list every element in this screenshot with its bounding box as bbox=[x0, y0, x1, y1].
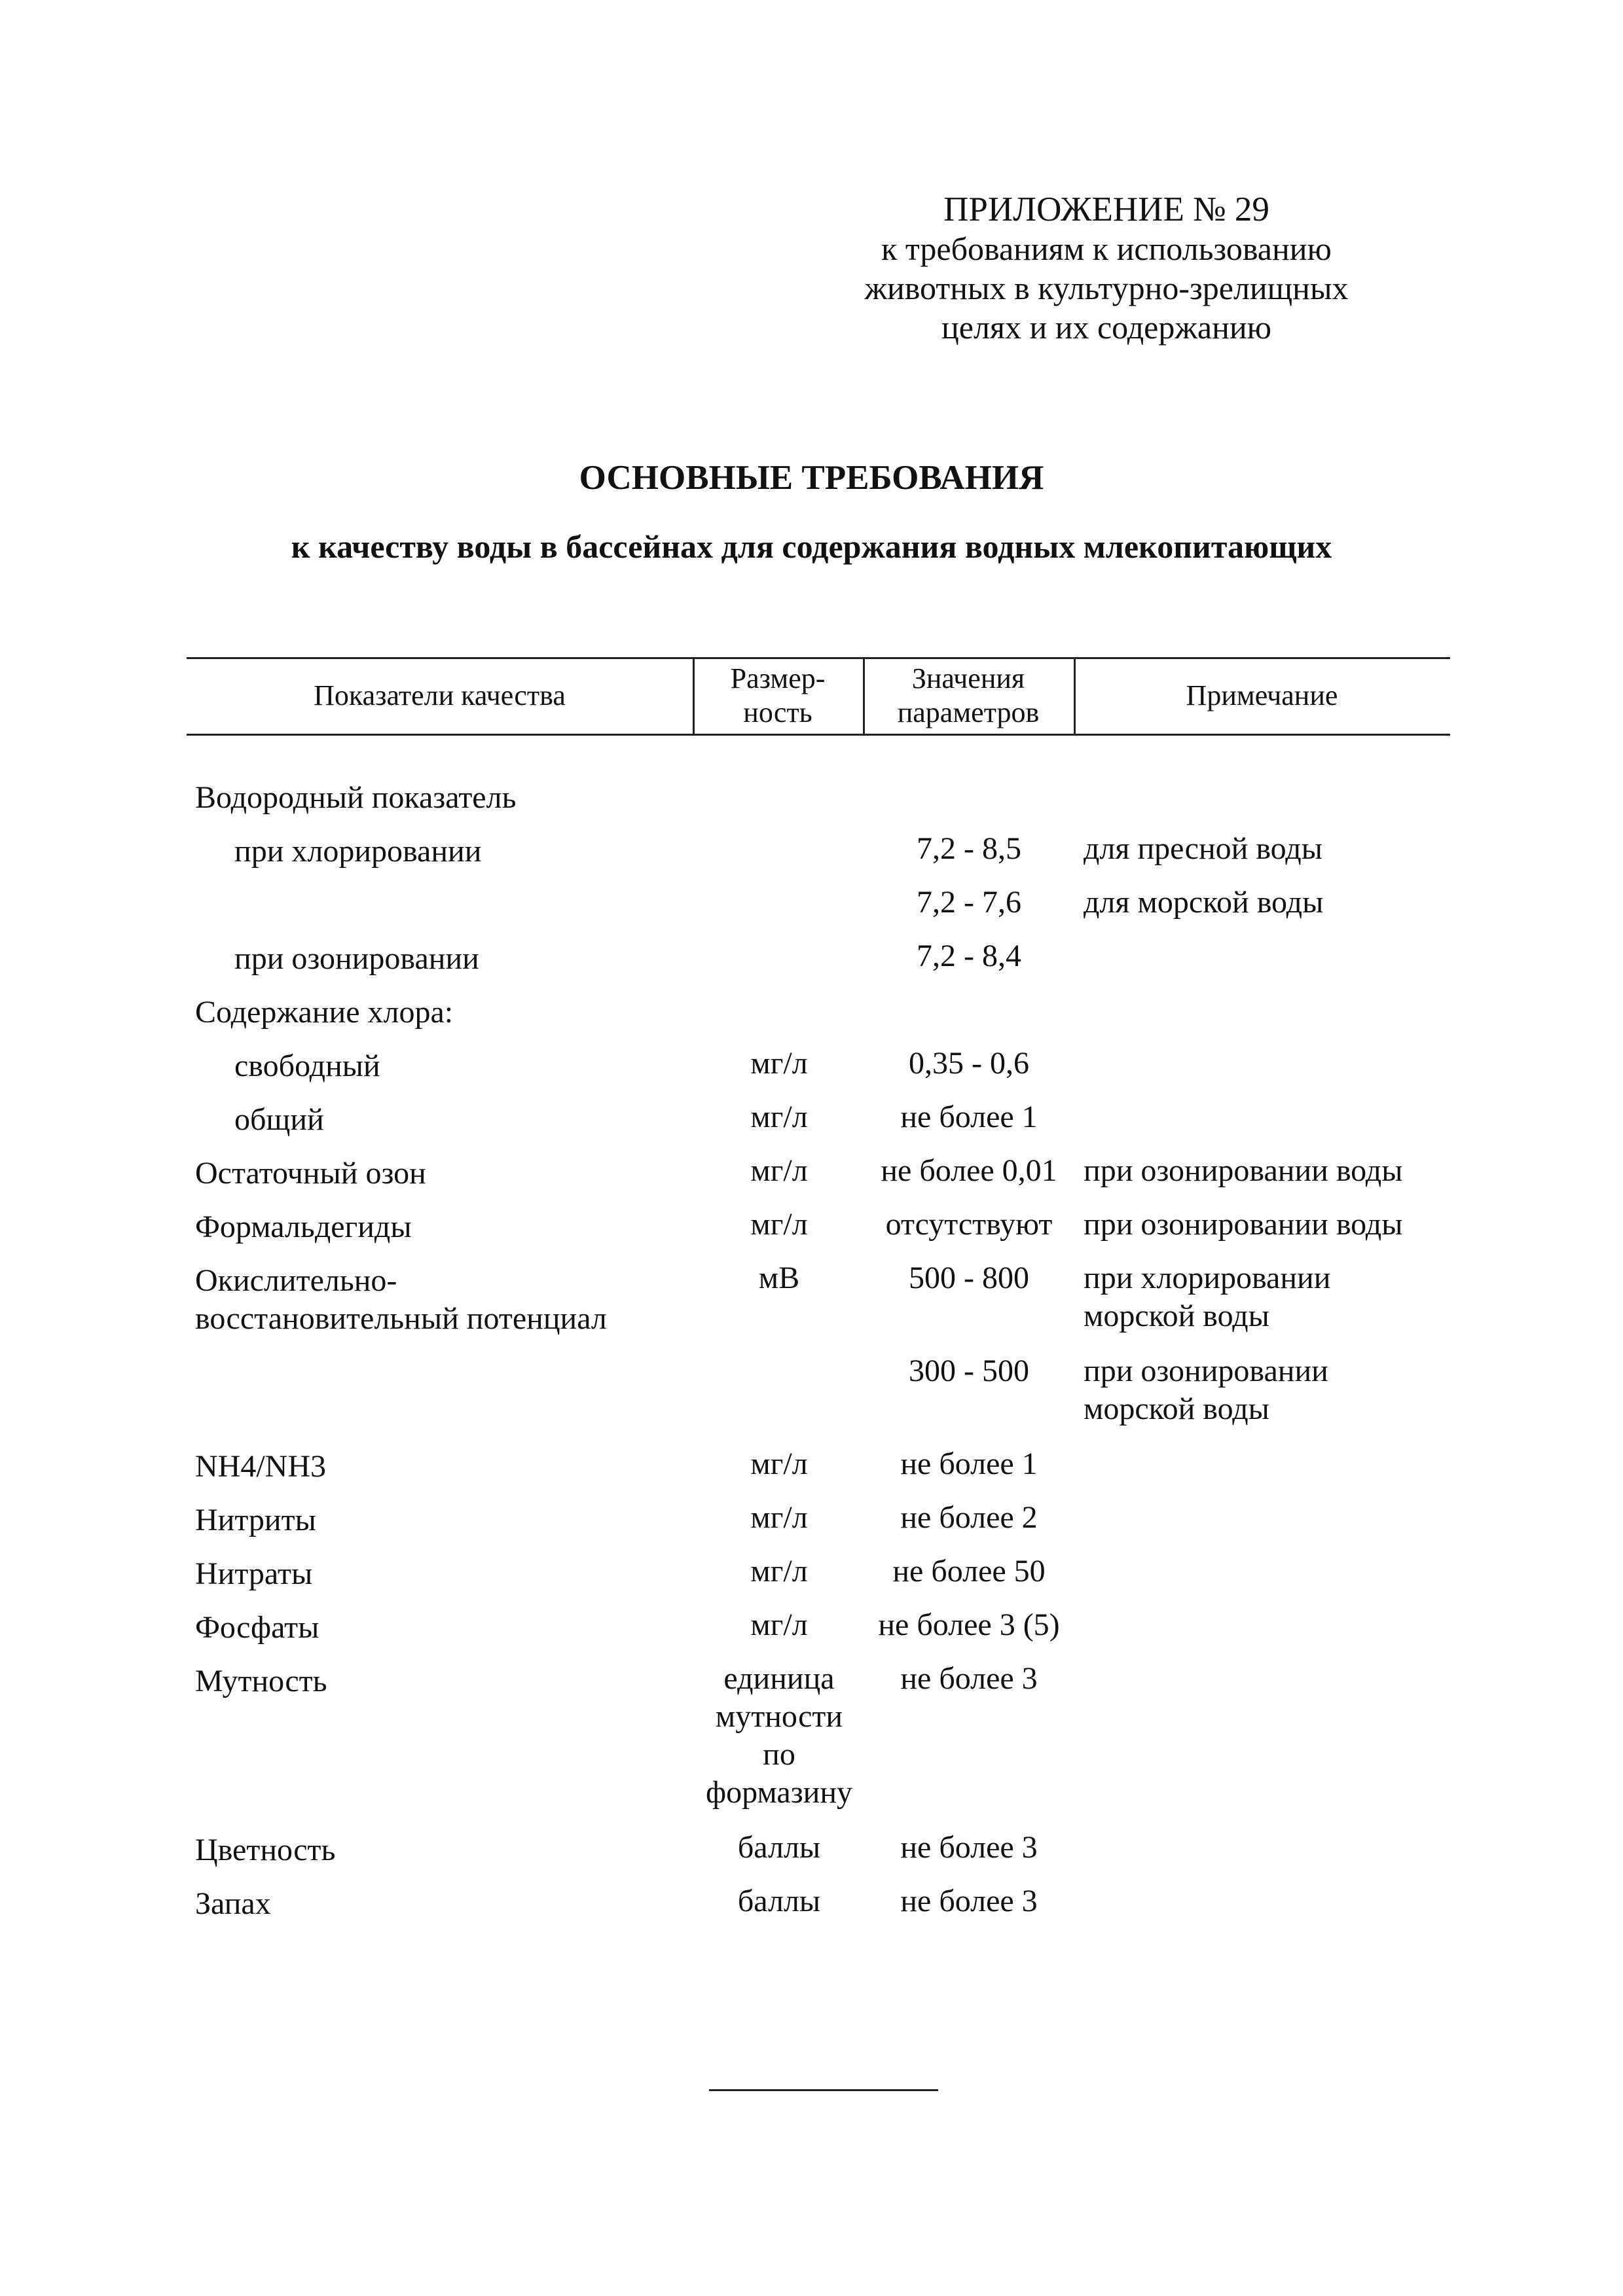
value-cell: не более 50 bbox=[892, 1554, 1046, 1588]
indicator-cell: Водородный показатель bbox=[195, 780, 517, 815]
value-cell: не более 3 bbox=[900, 1830, 1038, 1865]
header-unit-line-2: ность bbox=[743, 696, 812, 728]
indicator-cell: свободный bbox=[234, 1049, 380, 1083]
value-cell: отсутствуют bbox=[885, 1207, 1053, 1242]
indicator-cell: Мутность bbox=[195, 1664, 327, 1698]
value-cell: не более 1 bbox=[900, 1100, 1038, 1134]
unit-cell: мг/л bbox=[750, 1100, 808, 1134]
header-indicator bbox=[187, 657, 693, 734]
note-cell: при озонировании воды bbox=[1084, 1153, 1403, 1188]
value-cell: не более 3 (5) bbox=[878, 1607, 1060, 1642]
note-cell: при хлорировании bbox=[1084, 1261, 1331, 1295]
indicator-cell: при озонировании bbox=[234, 941, 479, 976]
value-cell: не более 0,01 bbox=[881, 1153, 1057, 1188]
note-cell: морской воды bbox=[1084, 1299, 1269, 1333]
unit-cell: мг/л bbox=[750, 1607, 808, 1642]
indicator-cell: Цветность bbox=[195, 1833, 336, 1867]
value-cell: 7,2 - 7,6 bbox=[917, 885, 1021, 920]
unit-cell: мг/л bbox=[750, 1046, 808, 1081]
value-cell: 300 - 500 bbox=[909, 1354, 1029, 1388]
note-cell: при озонировании bbox=[1084, 1354, 1328, 1388]
appendix-header bbox=[805, 190, 1408, 347]
note-cell: для пресной воды bbox=[1084, 831, 1322, 866]
indicator-cell: восстановительный потенциал bbox=[195, 1301, 607, 1336]
value-cell: 7,2 - 8,5 bbox=[917, 831, 1021, 866]
appendix-number: ПРИЛОЖЕНИЕ № 29 bbox=[943, 190, 1269, 228]
indicator-cell: Запах bbox=[195, 1886, 271, 1921]
value-cell: 500 - 800 bbox=[909, 1261, 1029, 1295]
indicator-cell: Нитраты bbox=[195, 1556, 313, 1591]
indicator-cell: Окислительно- bbox=[195, 1263, 397, 1298]
value-cell: не более 2 bbox=[900, 1500, 1038, 1535]
header-note bbox=[1074, 657, 1450, 734]
value-cell: 0,35 - 0,6 bbox=[909, 1046, 1029, 1081]
note-cell: при озонировании воды bbox=[1084, 1207, 1403, 1242]
unit-cell: мг/л bbox=[750, 1446, 808, 1481]
appendix-line-2: животных в культурно-зрелищных bbox=[864, 270, 1349, 306]
unit-cell: мг/л bbox=[750, 1554, 808, 1588]
document-title: ОСНОВНЫЕ ТРЕБОВАНИЯ bbox=[579, 459, 1044, 497]
unit-cell: мг/л bbox=[750, 1207, 808, 1242]
unit-cell: мВ bbox=[758, 1261, 800, 1295]
appendix-line-3: целях и их содержанию bbox=[941, 309, 1271, 346]
header-value-line-2: параметров bbox=[897, 696, 1040, 728]
header-value-line-1: Значения bbox=[911, 662, 1025, 694]
indicator-cell: общий bbox=[234, 1102, 324, 1137]
value-cell: не более 1 bbox=[900, 1446, 1038, 1481]
header-indicator-label: Показатели качества bbox=[314, 679, 566, 711]
indicator-cell: Фосфаты bbox=[195, 1610, 319, 1645]
value-cell: не более 3 bbox=[900, 1884, 1038, 1918]
appendix-line-1: к требованиям к использованию bbox=[881, 230, 1332, 267]
unit-cell: единица bbox=[723, 1661, 835, 1696]
unit-cell: по bbox=[763, 1737, 795, 1772]
note-cell: для морской воды bbox=[1084, 885, 1324, 920]
indicator-cell: NH4/NH3 bbox=[195, 1449, 326, 1484]
note-cell: морской воды bbox=[1084, 1391, 1269, 1426]
indicator-cell: Нитриты bbox=[195, 1503, 316, 1537]
unit-cell: формазину bbox=[705, 1775, 853, 1810]
header-unit bbox=[693, 657, 863, 734]
indicator-cell: Формальдегиды bbox=[195, 1210, 412, 1244]
indicator-cell: Остаточный озон bbox=[195, 1156, 426, 1191]
unit-cell: мг/л bbox=[750, 1153, 808, 1188]
value-cell: 7,2 - 8,4 bbox=[917, 939, 1021, 973]
header-note-label: Примечание bbox=[1186, 679, 1338, 711]
document-subtitle: к качеству воды в бассейнах для содержания водных млекопитающих bbox=[291, 528, 1332, 565]
unit-cell: мутности bbox=[715, 1699, 843, 1734]
unit-cell: мг/л bbox=[750, 1500, 808, 1535]
indicator-cell: при хлорировании bbox=[234, 834, 482, 869]
unit-cell: баллы bbox=[737, 1884, 821, 1918]
end-of-document-rule bbox=[709, 2089, 938, 2091]
value-cell: не более 3 bbox=[900, 1661, 1038, 1696]
header-unit-line-1: Размер- bbox=[730, 662, 826, 694]
unit-cell: баллы bbox=[737, 1830, 821, 1865]
header-value bbox=[863, 657, 1074, 734]
indicator-cell: Содержание хлора: bbox=[195, 995, 454, 1030]
table-header-bottom-rule bbox=[187, 734, 1450, 736]
